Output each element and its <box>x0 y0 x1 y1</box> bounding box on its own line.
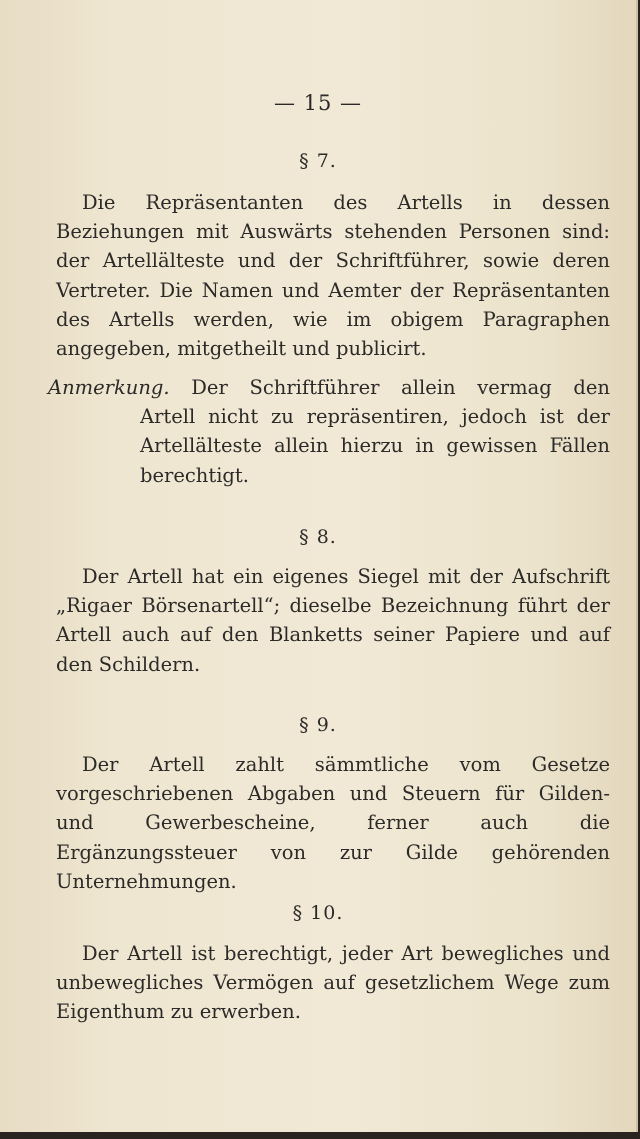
note-first-line: Der Schriftführer allein vermag den <box>191 376 610 399</box>
section-7-text: Die Repräsentanten des Artells in dessen Beziehungen mit Auswärts stehenden Personen sind: der Artellälteste und der Schriftführer, sowie deren Vertreter. Die Namen und Aemter der Repräsentanten des Artells werden, wie im obigem Paragraphen angegeben, mitgetheilt und publicirt. <box>56 191 610 361</box>
section-10-text: Der Artell ist berechtigt, jeder Art bewegliches und unbewegliches Vermögen auf gesetzlichem Wege zum Eigenthum zu erwerben. <box>56 942 610 1024</box>
section-9-text: Der Artell zahlt sämmtliche vom Gesetze vorgeschriebenen Abgaben und Steuern für Gilden- und Gewerbescheine, ferner auch die Ergänzungssteuer von zur Gilde gehörenden Unternehmungen. <box>56 753 610 893</box>
note-label: Anmerkung. <box>48 376 170 399</box>
note-body: Artell nicht zu repräsentiren, jedoch ist der Artellälteste allein hierzu in gewissen Fällen berechtigt. <box>140 405 610 487</box>
section-10-paragraph <box>56 939 610 1027</box>
page-bottom-edge <box>0 1132 640 1139</box>
section-heading-8: § 8. <box>299 526 337 548</box>
section-heading-10: § 10. <box>292 902 344 924</box>
section-7-paragraph <box>56 188 610 363</box>
page-number: — 15 — <box>273 91 363 115</box>
section-9-paragraph <box>56 750 610 896</box>
section-8-text: Der Artell hat ein eigenes Siegel mit der Aufschrift „Rigaer Börsenartell“; dieselbe Bezeichnung führt der Artell auch auf den Blanketts seiner Papiere und auf den Schildern. <box>56 565 610 676</box>
section-7-note <box>48 373 610 490</box>
section-heading-9: § 9. <box>299 714 337 736</box>
section-8-paragraph <box>56 562 610 679</box>
section-heading-7: § 7. <box>299 150 337 172</box>
